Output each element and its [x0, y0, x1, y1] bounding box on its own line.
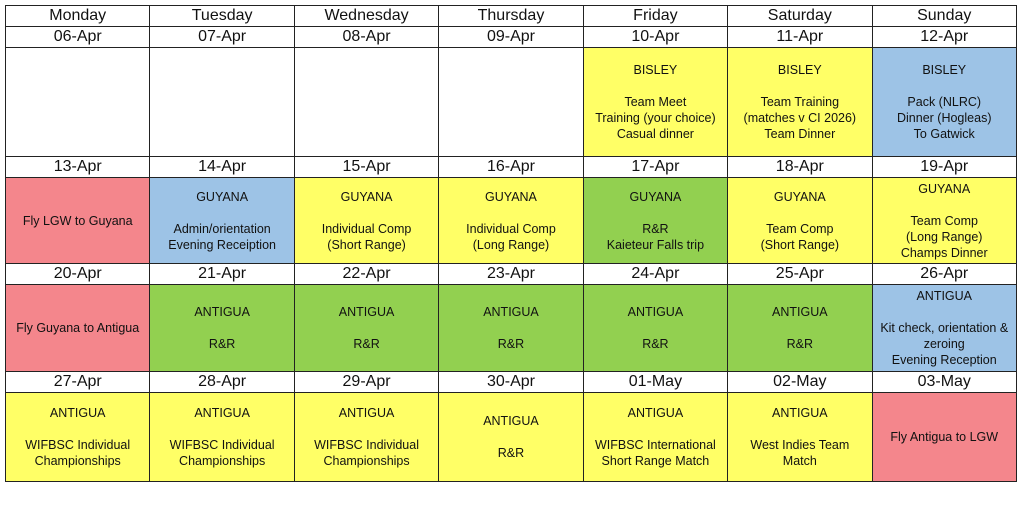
event-cell	[6, 285, 150, 372]
event-details: R&R	[786, 337, 814, 351]
event-location: GUYANA	[918, 181, 971, 196]
event-cell	[439, 48, 583, 157]
calendar-table	[5, 5, 1017, 482]
event-cell	[439, 285, 583, 372]
event-location: BISLEY	[633, 63, 678, 77]
event-details: Fly Guyana to Antigua	[16, 321, 140, 335]
event-cell	[872, 48, 1016, 157]
weekday-header: Thursday	[439, 6, 583, 27]
date-row	[6, 157, 1017, 178]
event-cell	[583, 285, 727, 372]
event-cell	[728, 285, 872, 372]
event-location: ANTIGUA	[627, 406, 684, 420]
event-cell	[294, 48, 438, 157]
event-details: R&R	[497, 446, 525, 460]
date-cell: 02-May	[728, 372, 872, 393]
date-cell: 06-Apr	[6, 27, 150, 48]
event-location: ANTIGUA	[194, 305, 250, 319]
event-details: WIFBSC International Short Range Match	[594, 438, 716, 468]
date-cell: 14-Apr	[150, 157, 294, 178]
event-spacer	[442, 205, 579, 221]
event-details: R&R	[642, 337, 669, 351]
event-details: Admin/orientation Evening Receiption	[168, 221, 276, 252]
date-cell: 17-Apr	[583, 157, 727, 178]
date-cell: 27-Apr	[6, 372, 150, 393]
event-details: Individual Comp (Short Range)	[321, 221, 412, 252]
event-details: Pack (NLRC) Dinner (Hogleas) To Gatwick	[897, 95, 992, 141]
event-cell	[6, 393, 150, 482]
event-spacer	[876, 78, 1013, 94]
event-cell	[6, 48, 150, 157]
date-row	[6, 372, 1017, 393]
event-row	[6, 178, 1017, 264]
event-spacer	[587, 421, 724, 437]
event-details: WIFBSC Individual Championships	[169, 438, 275, 468]
event-cell	[872, 178, 1016, 264]
date-cell: 20-Apr	[6, 264, 150, 285]
event-location: ANTIGUA	[194, 406, 250, 420]
event-row	[6, 48, 1017, 157]
event-spacer	[731, 421, 868, 437]
event-cell	[583, 393, 727, 482]
event-spacer	[9, 421, 146, 437]
event-location: ANTIGUA	[627, 305, 684, 319]
date-cell: 24-Apr	[583, 264, 727, 285]
event-cell	[728, 393, 872, 482]
weekday-header: Sunday	[872, 6, 1016, 27]
event-spacer	[587, 205, 724, 221]
date-row	[6, 27, 1017, 48]
weekday-header: Wednesday	[294, 6, 438, 27]
date-cell: 30-Apr	[439, 372, 583, 393]
event-location: GUYANA	[629, 189, 682, 204]
event-cell	[583, 178, 727, 264]
event-spacer	[587, 320, 724, 336]
event-cell	[294, 393, 438, 482]
event-cell	[6, 178, 150, 264]
event-cell	[294, 285, 438, 372]
event-spacer	[298, 205, 435, 221]
date-cell: 25-Apr	[728, 264, 872, 285]
weekday-header: Friday	[583, 6, 727, 27]
event-spacer	[587, 78, 724, 94]
event-spacer	[298, 320, 435, 336]
event-spacer	[153, 421, 290, 437]
event-cell	[150, 178, 294, 264]
date-cell: 03-May	[872, 372, 1016, 393]
event-details: Team Comp (Long Range) Champs Dinner	[900, 213, 988, 260]
date-cell: 22-Apr	[294, 264, 438, 285]
event-spacer	[442, 429, 579, 445]
event-spacer	[731, 205, 868, 221]
event-spacer	[876, 304, 1013, 320]
event-spacer	[153, 205, 290, 221]
event-cell	[439, 178, 583, 264]
date-cell: 21-Apr	[150, 264, 294, 285]
calendar-body	[6, 27, 1017, 482]
date-cell: 09-Apr	[439, 27, 583, 48]
event-cell	[150, 285, 294, 372]
event-location: GUYANA	[340, 189, 393, 204]
date-cell: 16-Apr	[439, 157, 583, 178]
event-details: Kit check, orientation & zeroing Evening Reception	[880, 321, 1009, 367]
date-cell: 10-Apr	[583, 27, 727, 48]
event-spacer	[731, 320, 868, 336]
event-row	[6, 393, 1017, 482]
event-spacer	[153, 320, 290, 336]
date-cell: 07-Apr	[150, 27, 294, 48]
event-details: R&R	[353, 337, 380, 351]
date-row	[6, 264, 1017, 285]
event-details: WIFBSC Individual Championships	[314, 438, 419, 468]
event-location: GUYANA	[196, 189, 249, 204]
date-cell: 29-Apr	[294, 372, 438, 393]
date-cell: 08-Apr	[294, 27, 438, 48]
weekday-header: Monday	[6, 6, 150, 27]
event-cell	[294, 178, 438, 264]
date-cell: 23-Apr	[439, 264, 583, 285]
event-spacer	[442, 320, 579, 336]
event-location: ANTIGUA	[338, 406, 395, 420]
event-details: Team Meet Training (your choice) Casual dinner	[595, 95, 716, 141]
event-location: ANTIGUA	[772, 406, 828, 420]
date-cell: 15-Apr	[294, 157, 438, 178]
event-cell	[150, 393, 294, 482]
date-cell: 19-Apr	[872, 157, 1016, 178]
event-location: GUYANA	[773, 189, 826, 204]
event-details: Team Training (matches v CI 2026) Team Dinner	[743, 95, 857, 141]
event-row	[6, 285, 1017, 372]
event-spacer	[731, 78, 868, 94]
event-details: Fly LGW to Guyana	[22, 213, 133, 228]
date-cell: 26-Apr	[872, 264, 1016, 285]
event-cell	[872, 285, 1016, 372]
event-location: ANTIGUA	[49, 406, 106, 420]
weekday-header: Saturday	[728, 6, 872, 27]
event-location: BISLEY	[922, 63, 967, 77]
date-cell: 18-Apr	[728, 157, 872, 178]
event-location: BISLEY	[777, 63, 822, 77]
event-cell	[872, 393, 1016, 482]
event-cell	[583, 48, 727, 157]
event-location: ANTIGUA	[338, 305, 395, 319]
date-cell: 11-Apr	[728, 27, 872, 48]
date-cell: 12-Apr	[872, 27, 1016, 48]
event-cell	[728, 178, 872, 264]
event-location: ANTIGUA	[772, 305, 828, 319]
event-cell	[150, 48, 294, 157]
event-location: ANTIGUA	[483, 414, 539, 428]
event-details: Team Comp (Short Range)	[760, 221, 840, 252]
event-spacer	[876, 197, 1013, 213]
event-cell	[728, 48, 872, 157]
weekday-header-row	[6, 6, 1017, 27]
event-location: ANTIGUA	[916, 289, 973, 303]
event-details: Fly Antigua to LGW	[890, 430, 999, 444]
date-cell: 13-Apr	[6, 157, 150, 178]
date-cell: 28-Apr	[150, 372, 294, 393]
event-location: ANTIGUA	[483, 305, 539, 319]
date-cell: 01-May	[583, 372, 727, 393]
event-details: R&R	[208, 337, 236, 351]
event-details: Individual Comp (Long Range)	[466, 221, 556, 252]
event-details: R&R Kaieteur Falls trip	[606, 221, 705, 252]
event-spacer	[298, 421, 435, 437]
event-cell	[439, 393, 583, 482]
event-details: R&R	[497, 337, 525, 351]
event-details: WIFBSC Individual Championships	[25, 438, 131, 468]
event-location: GUYANA	[485, 189, 537, 204]
weekday-header: Tuesday	[150, 6, 294, 27]
event-details: West Indies Team Match	[750, 438, 850, 468]
